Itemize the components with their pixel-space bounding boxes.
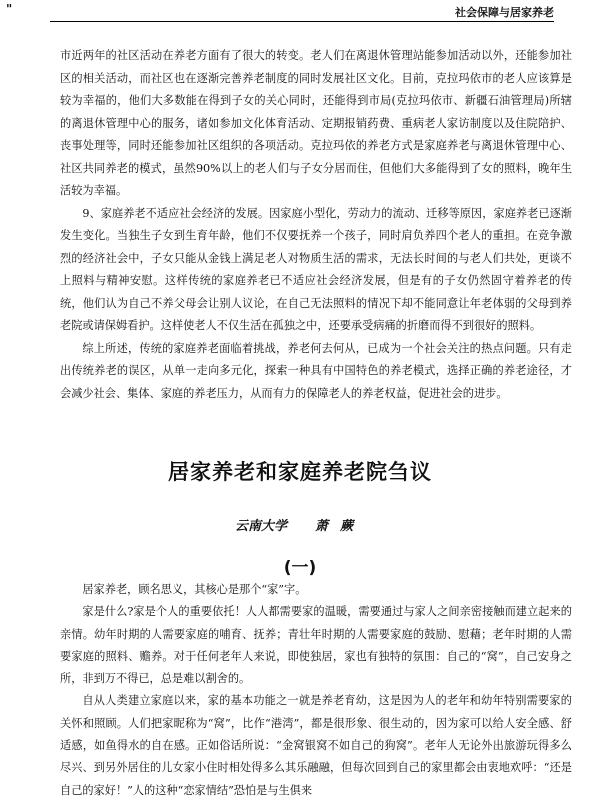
paragraph: 综上所述，传统的家庭养老面临着挑战，养老何去何从，已成为一个社会关注的热点问题。只有走出传统养老的误区，从单一走向多元化，探索一种具有中国特色的养老模式，选择正确的养老途径，才会减少社会、集体、家庭的养老压力，从而有力的保障老人的养老权益，促进社会的进步。 (60, 341, 572, 400)
running-head: 社会保障与居家养老 (455, 6, 554, 19)
page-number: " (6, 2, 13, 16)
article-body (60, 579, 572, 802)
paragraph-continuation: 能参加社区的相关活动，而社区也在逐渐完善养老制度的同时发展社区文化。目前，克拉玛依市的老人应该算是较为幸福的，他们大多数能在得到子女的关心同时，还能得到市局(克拉玛依市、新疆石油管理局)所辖的离退休管理中心的服务，诸如参加文化体育活动、定期报销药费、重病老人家访制度以及住院陪护、丧事处理等，同时还能参加社区组织的各项活动。克拉玛依的养老方式是家庭养老与离退休管理中心、社区共同养老的模式，虽然90%以上的老人们与子女分居而住，但他们大多能得到了女的照料，晚年生活较为幸福。 (60, 49, 572, 197)
author-name: 萧蕨 (315, 519, 366, 534)
paragraph-first-line: 市近两年的社区活动在养老方面有了很大的转变。老人们在离退休管理站能参加活动以外，还 (60, 49, 527, 62)
author-affiliation: 云南大学 (234, 519, 287, 534)
byline (0, 515, 600, 534)
paragraph: 9、家庭养老不适应社会经济的发展。因家庭小型化，劳动力的流动、迁移等原因，家庭养老已逐渐发生变化。当独生子女到生育年龄，他们不仅要抚养一个孩子，同时肩负养四个老人的重担。在竞争激烈的经济社会中，子女只能从金钱上满足老人对物质生活的需求，无法长时间的与老人们共处，更谈不上照料与精神安慰。这样传统的家庭养老已不适应社会经济发展，但是有的子女仍然固守着养老的传统，他们认为自己不养父母会让别人议论，在自己无法照料的情况下却不能同意让年老体弱的父母到养老院或请保姆看护。这样使老人不仅生活在孤独之中，还要承受病痛的折磨而得不到很好的照料。 (60, 206, 572, 332)
header-rule (50, 21, 554, 22)
section-number: (一) (283, 558, 317, 578)
article-title: 居家养老和家庭养老院刍议 (168, 460, 432, 484)
paragraph: 居家养老，顾名思义，其核心是那个“家”字。 (82, 583, 307, 596)
paragraph: 家是什么?家是个人的重要依托！人人都需要家的温暖，需要通过与家人之间亲密接触而建立起来的亲情。幼年时期的人需要家庭的哺育、抚养；青壮年时期的人需要家庭的鼓励、慰藉；老年时期的人需要家庭的照料、赡养。对于任何老年人来说，即使独居，家也有独特的氛围：自己的“窝”，自己安身之所，非到万不得已，总是难以割舍的。 (60, 605, 572, 686)
paragraph (60, 45, 572, 203)
paragraph: 自从人类建立家庭以来，家的基本功能之一就是养老育幼，这是因为人的老年和幼年特别需要家的关怀和照顾。人们把家昵称为“窝”，比作“港湾”，都是很形象、很生动的，因为家可以给人安全感、舒适感，如鱼得水的自在感。正如俗话所说：“金窝银窝不如自己的狗窝”。老年人无论外出旅游玩得多么尽兴、到另外居住的儿女家小住时相处得多么其乐融融，但每次回到自己的家里都会由衷地欢呼：“还是自己的家好！”人的这种“恋家情结”恐怕是与生俱来 (60, 694, 572, 797)
previous-article-text (60, 45, 572, 405)
